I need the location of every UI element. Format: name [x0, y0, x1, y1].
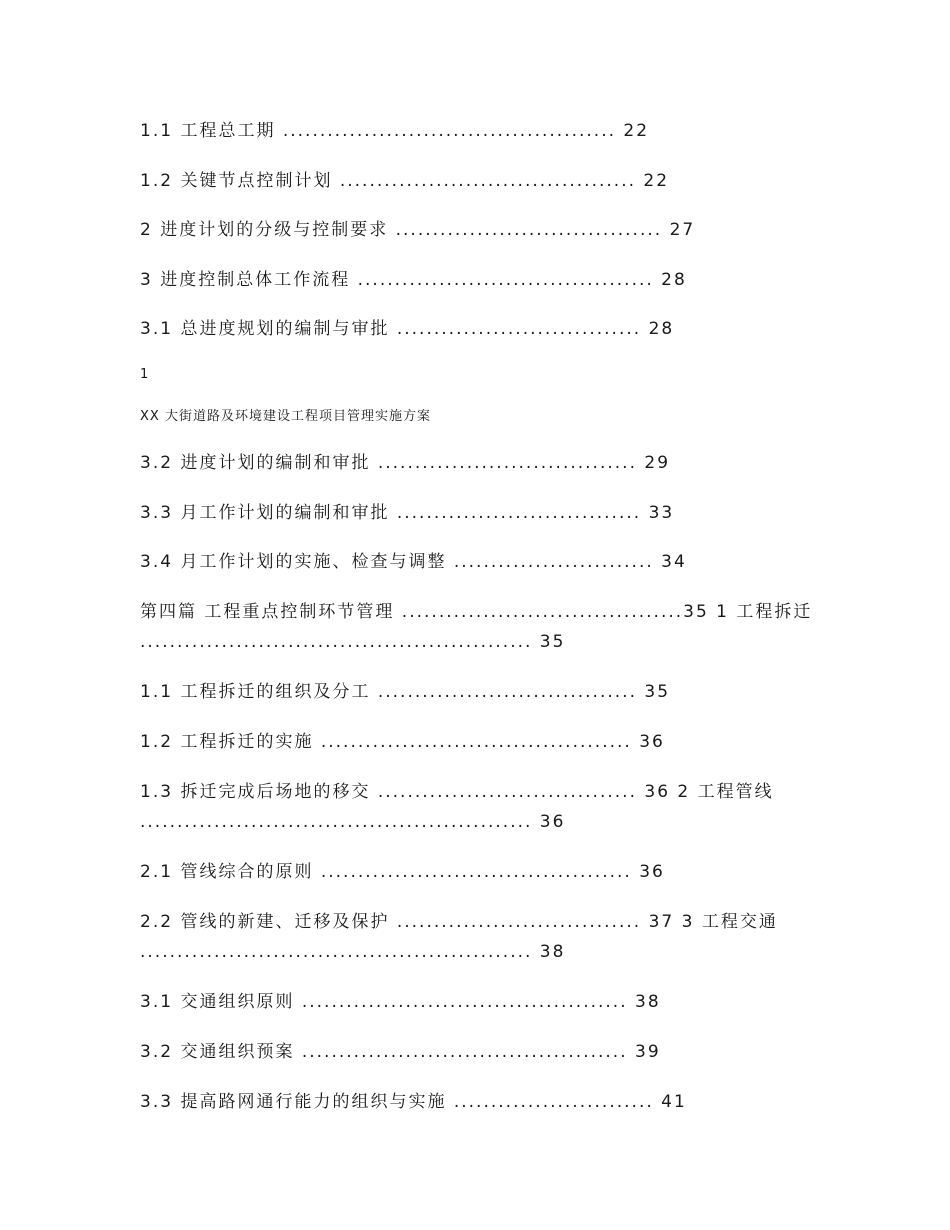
- toc-entry: 第四篇 工程重点控制环节管理 ......................................35 1 工程拆迁 ..................................................... 35: [140, 602, 813, 652]
- toc-entry: 3.1 交通组织原则 ............................................ 38: [140, 992, 661, 1012]
- running-header: XX 大街道路及环境建设工程项目管理实施方案: [140, 409, 431, 424]
- toc-entry: 3.4 月工作计划的实施、检查与调整 ........................... 34: [140, 552, 687, 572]
- toc-entry: 3.2 交通组织预案 ............................................ 39: [140, 1042, 661, 1062]
- toc-entry: 1.2 工程拆迁的实施 .......................................... 36: [140, 732, 665, 752]
- toc-entry: 1.3 拆迁完成后场地的移交 ................................... 36 2 工程管线 ..................................................... 36: [140, 782, 774, 832]
- toc-entry: 2.1 管线综合的原则 .......................................... 36: [140, 862, 665, 882]
- toc-entry: 3.1 总进度规划的编制与审批 ................................. 28: [140, 319, 675, 339]
- toc-entry: 3 进度控制总体工作流程 ........................................ 28: [140, 270, 687, 290]
- page-number: 1: [140, 367, 149, 382]
- toc-entry: 3.3 月工作计划的编制和审批 ................................. 33: [140, 503, 675, 523]
- toc-entry: 1.2 关键节点控制计划 ........................................ 22: [140, 171, 670, 191]
- toc-entry: 2 进度计划的分级与控制要求 .................................... 27: [140, 220, 696, 240]
- toc-entry: 1.1 工程总工期 ............................................. 22: [140, 121, 650, 141]
- toc-entry: 1.1 工程拆迁的组织及分工 ................................... 35: [140, 682, 671, 702]
- toc-entry: 2.2 管线的新建、迁移及保护 ................................. 37 3 工程交通 ..................................................... 38: [140, 912, 778, 962]
- toc-entry: 3.3 提高路网通行能力的组织与实施 ........................... 41: [140, 1092, 687, 1112]
- toc-entry: 3.2 进度计划的编制和审批 ................................... 29: [140, 453, 671, 473]
